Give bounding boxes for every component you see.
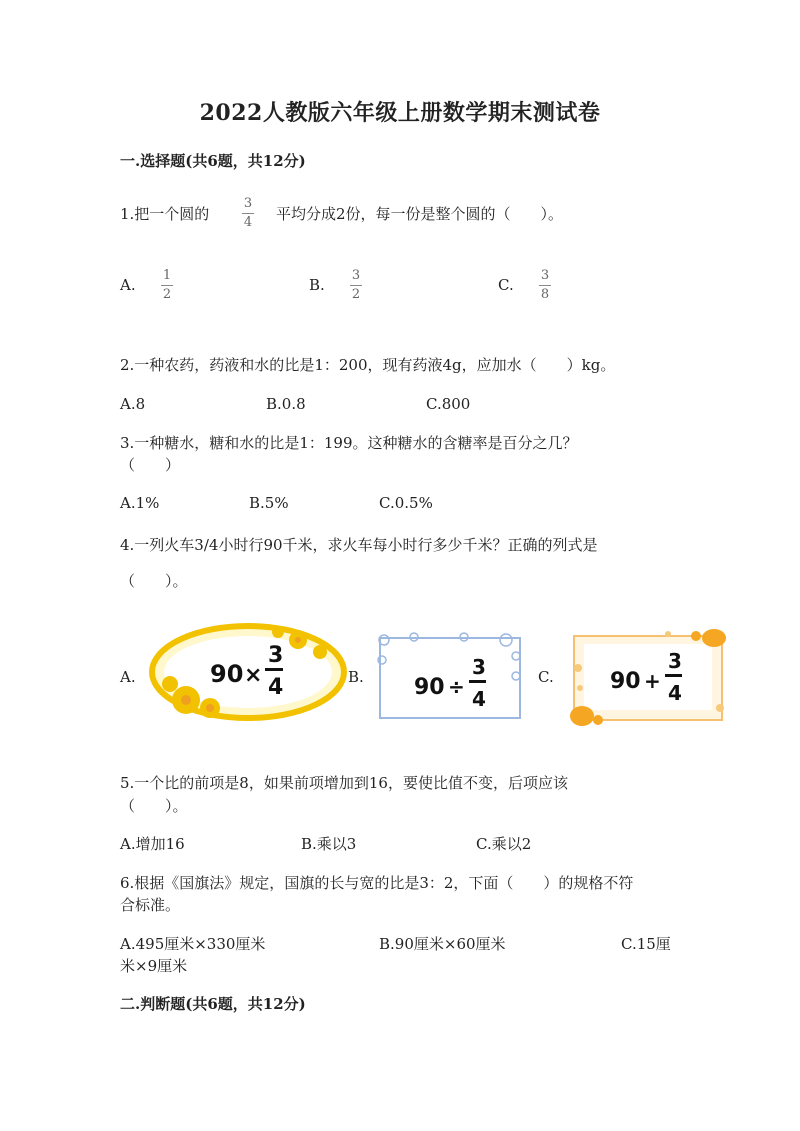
question-3-blank: （ ） (120, 456, 181, 474)
fraction-numerator: 1 (162, 268, 172, 283)
q4-option-a-letter[interactable]: A. (120, 668, 136, 686)
option-b-denominator: 4 (472, 687, 486, 711)
question-5-blank: （ ）。 (120, 797, 188, 815)
question-1-text-end: 平均分成2份，每一份是整个圆的（ ）。 (276, 205, 564, 223)
option-b-left-operand: 90 (414, 675, 445, 700)
question-1-fraction (242, 196, 254, 231)
option-c-left-operand: 90 (610, 669, 641, 694)
q4-option-a-image[interactable] (148, 622, 348, 726)
option-a-operator: × (244, 663, 263, 688)
q1-option-b-letter[interactable]: B. (309, 276, 325, 294)
option-c-denominator: 4 (668, 681, 682, 705)
question-6-text-cont: 合标准。 (120, 896, 181, 914)
q6-option-a[interactable]: A.495厘米×330厘米 (120, 935, 266, 953)
option-a-numerator: 3 (268, 643, 284, 668)
fraction-denominator: 2 (351, 287, 361, 302)
q1-option-c-letter[interactable]: C. (498, 276, 514, 294)
q1-option-c-fraction (539, 268, 551, 303)
q1-option-a-letter[interactable]: A. (120, 276, 136, 294)
q4-option-b-image[interactable] (374, 630, 526, 722)
question-5-text: 5.一个比的前项是8，如果前项增加到16，要使比值不变，后项应该 (120, 774, 568, 792)
q3-option-c[interactable]: C.0.5% (379, 494, 433, 512)
q6-option-c[interactable]: C.15厘 (621, 935, 671, 953)
q3-option-b[interactable]: B.5% (249, 494, 289, 512)
q4-option-c-image[interactable] (568, 628, 728, 726)
q6-option-b[interactable]: B.90厘米×60厘米 (379, 935, 506, 953)
q2-option-c[interactable]: C.800 (426, 395, 471, 413)
q1-option-a-fraction (161, 268, 173, 303)
option-b-operator: ÷ (448, 675, 465, 699)
q4-option-b-letter[interactable]: B. (348, 668, 364, 686)
q2-option-a[interactable]: A.8 (120, 395, 146, 413)
option-a-left-operand: 90 (210, 660, 244, 688)
q6-option-c-wrap[interactable]: 米×9厘米 (120, 957, 188, 975)
option-b-numerator: 3 (472, 655, 486, 679)
fraction-denominator: 8 (540, 287, 550, 302)
fraction-numerator: 3 (540, 268, 550, 283)
question-6-text: 6.根据《国旗法》规定，国旗的长与宽的比是3：2，下面（ ）的规格不符 (120, 874, 634, 892)
question-2-text: 2.一种农药，药液和水的比是1：200，现有药液4g，应加水（ ）kg。 (120, 356, 616, 374)
q1-option-b-fraction (350, 268, 362, 303)
question-4-text: 4.一列火车3/4小时行90千米，求火车每小时行多少千米？正确的列式是 (120, 536, 598, 554)
section-heading-judgement: 二.判断题(共6题，共12分) (120, 995, 306, 1013)
option-a-denominator: 4 (268, 675, 284, 700)
q3-option-a[interactable]: A.1% (120, 494, 160, 512)
option-c-numerator: 3 (668, 649, 682, 673)
fraction-numerator: 3 (243, 196, 253, 211)
q5-option-b[interactable]: B.乘以3 (301, 835, 357, 853)
q2-option-b[interactable]: B.0.8 (266, 395, 306, 413)
option-c-operator: + (644, 669, 661, 693)
fraction-denominator: 4 (243, 215, 253, 230)
question-3-text: 3.一种糖水，糖和水的比是1：199。这种糖水的含糖率是百分之几？ (120, 434, 578, 452)
page-title: 2022人教版六年级上册数学期末测试卷 (199, 100, 601, 126)
q4-option-c-letter[interactable]: C. (538, 668, 554, 686)
fraction-numerator: 3 (351, 268, 361, 283)
fraction-denominator: 2 (162, 287, 172, 302)
question-4-blank: （ ）。 (120, 572, 188, 590)
section-heading-choice: 一.选择题(共6题，共12分) (120, 152, 306, 170)
q5-option-a[interactable]: A.增加16 (120, 835, 185, 853)
question-1-text-start: 1.把一个圆的 (120, 205, 210, 223)
q5-option-c[interactable]: C.乘以2 (476, 835, 532, 853)
